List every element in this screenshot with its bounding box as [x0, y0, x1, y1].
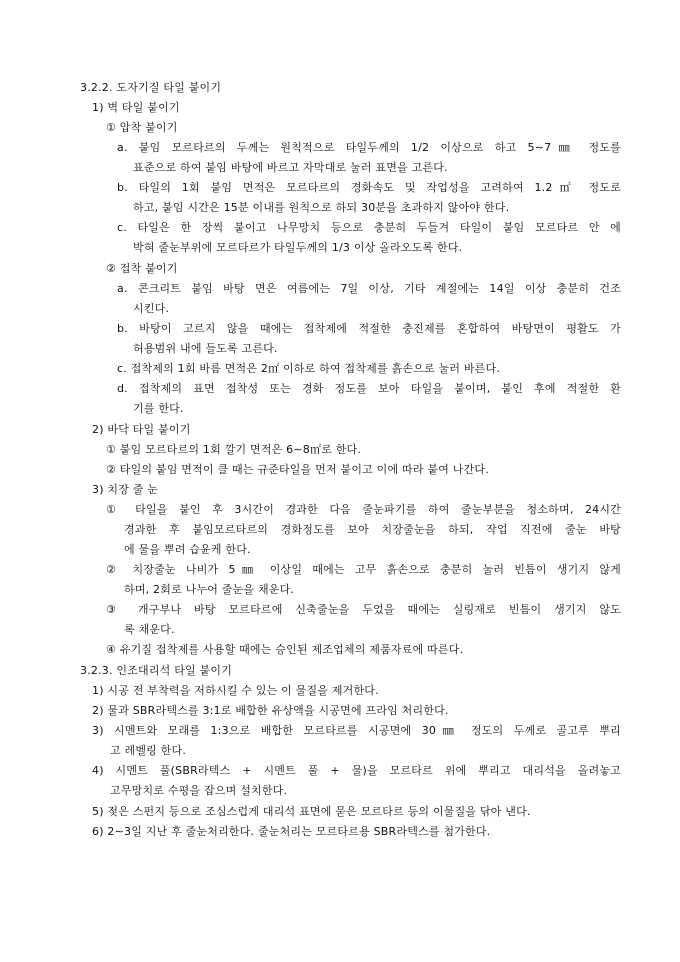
para-adhesive-a-line1: a. 붙임 모르타르의 두께는 원칙적으로 타일두께의 1/2 이상으로 하고 5∼7㎜ 정도를 — [117, 141, 621, 154]
para-323-3-line2: 고 레벨링 한다. — [110, 744, 187, 757]
para-323-4-line2: 고무망치로 수평을 잡으며 설치한다. — [110, 784, 288, 797]
para-323-3-line1: 3) 시멘트와 모래를 1:3으로 배합한 모르타르를 시공면에 30㎜ 정도의 두께로 골고루 뿌리 — [92, 724, 621, 737]
para-adhesive-c-line2: 박혀 줄눈부위에 모르타르가 타일두께의 1/3 이상 올라오도록 한다. — [133, 241, 463, 254]
para-adhesive-a-line2: 표준으로 하여 붙임 바탕에 바르고 자막대로 눌러 표면을 고른다. — [133, 161, 448, 174]
para-bond-a-line1: a. 콘크리트 붙임 바탕 면은 여름에는 7일 이상, 기타 계절에는 14일 이상 충분히 건조 — [117, 282, 621, 295]
para-bond-b-line1: b. 바탕이 고르지 않을 때에는 접착제에 적절한 충진제를 혼합하여 바탕면이 평활도 가 — [117, 322, 621, 335]
para-joint-1-line2: 경과한 후 붙임모르타르의 경화정도를 보아 치장줄눈을 하되, 작업 직전에 줄눈 바탕 — [124, 523, 621, 536]
para-joint-1-line1: ① 타일을 붙인 후 3시간이 경과한 다음 줄눈파기를 하여 줄눈부분을 청소하며, 24시간 — [106, 503, 621, 516]
subsection-wall-tile: 1) 벽 타일 붙이기 — [92, 101, 180, 114]
para-joint-1-line3: 에 물을 뿌려 습윤케 한다. — [124, 543, 251, 556]
para-323-2: 2) 물과 SBR라텍스를 3:1로 배합한 유상액을 시공면에 프라임 처리한다. — [92, 704, 449, 717]
item-adhesive-method: ① 압착 붙이기 — [106, 121, 178, 134]
para-floor-2: ② 타일의 붙임 면적이 클 때는 규준타일을 먼저 붙이고 이에 따라 붙여 나간다. — [106, 463, 489, 476]
para-323-5: 5) 젖은 스펀지 등으로 조심스럽게 대리석 표면에 묻은 모르타르 등의 이물질을 닦아 낸다. — [92, 805, 531, 818]
para-bond-c-line1: c. 접착제의 1회 바름 면적은 2㎡ 이하로 하여 접착제를 흙손으로 눌러 바른다. — [117, 362, 501, 375]
para-joint-2-line1: ② 치장줄눈 나비가 5㎜ 이상일 때에는 고무 흙손으로 충분히 눌러 빈틈이 생기지 않게 — [106, 563, 621, 576]
para-bond-b-line2: 허용범위 내에 들도록 고른다. — [133, 342, 278, 355]
para-323-6: 6) 2∼3일 지난 후 줄눈처리한다. 줄눈처리는 모르타르용 SBR라텍스를 첨가한다. — [92, 825, 491, 838]
para-adhesive-b-line1: b. 타일의 1회 붙임 면적은 모르타르의 경화속도 및 작업성을 고려하여 1.2㎡ 정도로 — [117, 181, 621, 194]
para-joint-4: ④ 유기질 접착제를 사용할 때에는 승인된 제조업체의 제품자료에 따른다. — [106, 643, 464, 656]
para-bond-a-line2: 시킨다. — [133, 302, 170, 315]
item-bond-method: ② 접착 붙이기 — [106, 262, 178, 275]
para-floor-1: ① 붙임 모르타르의 1회 깔기 면적은 6∼8㎡로 한다. — [106, 443, 362, 456]
section-heading-3-2-3: 3.2.3. 인조대리석 타일 붙이기 — [80, 664, 233, 677]
section-heading-3-2-2: 3.2.2. 도자기질 타일 붙이기 — [80, 81, 222, 94]
para-adhesive-b-line2: 하고, 붙임 시간은 15분 이내를 원칙으로 하되 30분을 초과하지 않아야 한다. — [133, 201, 510, 214]
para-323-1: 1) 시공 전 부착력을 저하시킬 수 있는 이 물질을 제거한다. — [92, 684, 379, 697]
para-bond-d-line1: d. 접착제의 표면 접착성 또는 경화 정도를 보아 타일을 붙이며, 붙인 후에 적절한 환 — [117, 382, 621, 395]
para-adhesive-c-line1: c. 타일은 한 장씩 붙이고 나무망치 등으로 충분히 두들겨 타일이 붙임 모르타르 안 에 — [117, 221, 621, 234]
subsection-joint: 3) 치장 줄 눈 — [92, 483, 159, 496]
para-323-4-line1: 4) 시멘트 풀(SBR라텍스 + 시멘트 풀 + 물)을 모르타르 위에 뿌리고 대리석을 올려놓고 — [92, 764, 621, 777]
para-joint-3-line2: 록 채운다. — [124, 623, 175, 636]
subsection-floor-tile: 2) 바닥 타일 붙이기 — [92, 423, 191, 436]
para-joint-3-line1: ③ 개구부나 바탕 모르타르에 신축줄눈을 두었을 때에는 실링재로 빈틈이 생기지 않도 — [106, 603, 621, 616]
para-joint-2-line2: 하며, 2회로 나누어 줄눈을 채운다. — [124, 583, 295, 596]
para-bond-d-line2: 기를 한다. — [133, 402, 184, 415]
